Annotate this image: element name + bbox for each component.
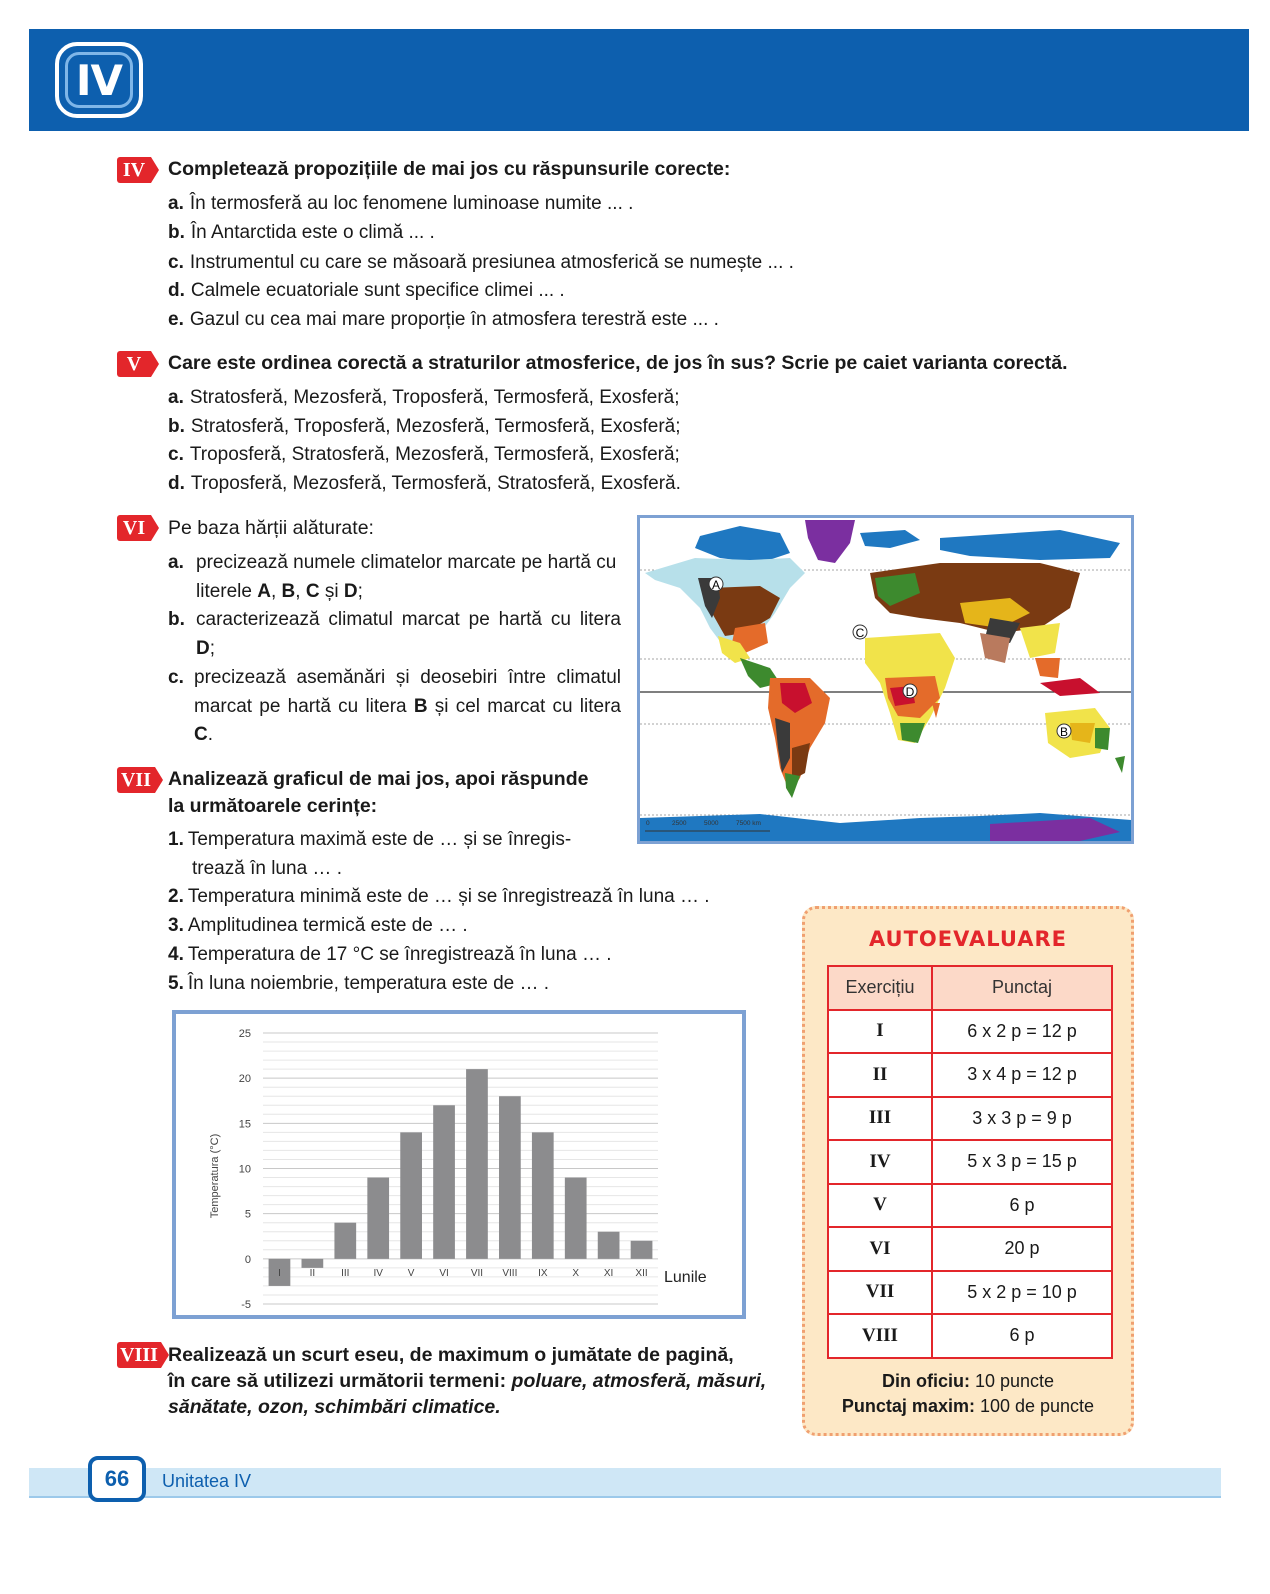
chart-x-tick-label: XII [635,1267,648,1279]
oficiu-label: Din oficiu: [881,1371,970,1391]
question-number-vi: VI [117,515,151,541]
chart-x-tick-label: IV [373,1267,383,1279]
question-vii-item-3 [168,915,468,937]
question-vii-item-2 [168,886,710,908]
item-text: Temperatura de 17 °C se înregistrează în luna … . [187,944,612,965]
chart-bar-XII [631,1241,653,1259]
chart-x-tick-label: V [407,1267,415,1279]
letter-a: A [257,580,271,602]
table-row [828,1053,1112,1097]
item-label: 5. [168,973,184,994]
col-score: Punctaj [932,966,1112,1010]
question-vii-title-line1: Analizează graficul de mai jos, apoi răspunde [168,768,589,790]
row-exercise: I [828,1010,932,1054]
map-marker-d: D [905,685,915,699]
punctuation: ; [209,637,216,659]
header-band [29,29,1249,131]
question-iv-item-a [168,193,633,215]
chart-x-tick-label: I [278,1267,281,1279]
chart-x-tick-label: IX [538,1267,548,1279]
item-text: Amplitudinea termică este de … . [187,915,468,936]
question-iv-item-b [168,222,435,244]
footer-rule [29,1496,1221,1498]
chart-x-tick-label: II [309,1267,316,1279]
map-scale-7500: 7500 km [736,820,761,827]
punctuation: ; [357,580,363,602]
footer-unit-label: Unitatea IV [162,1471,252,1491]
chart-bar-III [334,1223,356,1259]
chart-bar-IX [532,1132,554,1258]
item-text: În Antarctida este o climă ... . [190,222,435,243]
question-number-v: V [117,351,151,377]
score-table-header [828,966,1112,1010]
chart-y-tick-label: 10 [238,1163,251,1176]
separator: , [270,580,282,602]
letter-b: B [281,580,296,602]
question-viii-line3 [168,1396,501,1419]
item-text: Troposferă, Stratosferă, Mezosferă, Termosferă, Exosferă; [189,444,680,465]
question-vi-item-b [196,606,621,663]
chart-bar-II [302,1259,324,1268]
row-score: 3 x 3 p = 9 p [932,1097,1112,1141]
question-number-vii: VII [117,767,155,793]
question-v-item-b [168,416,681,438]
item-text: Troposferă, Mezosferă, Termosferă, Stratosferă, Exosferă. [190,473,681,494]
row-score: 20 p [932,1227,1112,1271]
letter-c: C [194,724,208,746]
table-row [828,1314,1112,1358]
question-vii-item-4 [168,944,612,966]
chart-bar-VI [433,1105,455,1259]
temperature-chart [176,1014,742,1315]
question-number-viii: VIII [117,1342,161,1368]
row-exercise: IV [828,1140,932,1184]
item-text: Temperatura minimă este de … și se înregistrează în luna … . [187,886,710,907]
row-score: 6 p [932,1314,1112,1358]
letter-c: C [305,580,320,602]
item-text: Temperatura maximă este de … și se înregis- [187,829,572,850]
chart-bar-X [565,1178,587,1259]
item-label: 4. [168,944,184,965]
question-v-title: Care este ordinea corectă a straturilor atmosferice, de jos în sus? Scrie pe caiet varianta corectă. [168,352,1068,374]
question-iv-item-d [168,280,565,302]
map-scale-5000: 5000 [704,820,719,827]
item-text: și cel marcat cu litera [427,695,621,717]
max-score-label: Punctaj maxim: [841,1396,975,1416]
col-exercise: Exercițiu [828,966,932,1010]
chart-x-tick-label: VII [470,1267,484,1279]
conjunction: și [319,580,344,602]
item-label: c. [168,252,184,273]
chart-bar-VIII [499,1096,521,1259]
row-score: 6 x 2 p = 12 p [932,1010,1112,1054]
item-label: c. [168,444,184,465]
question-vi-title: Pe baza hărții alăturate: [168,517,374,539]
chart-bar-VII [466,1069,488,1259]
item-label: d. [168,473,185,494]
item-label: b. [168,416,185,437]
question-vi-item-b-label: b. [168,609,185,630]
row-score: 5 x 3 p = 15 p [932,1140,1112,1184]
question-v-item-a [168,387,680,409]
row-exercise: V [828,1184,932,1228]
chart-x-tick-label: X [572,1267,580,1279]
row-exercise: VII [828,1271,932,1315]
letter-d: D [343,580,358,602]
oficiu-value: 10 puncte [969,1371,1055,1391]
item-text: precizează asemănări și deosebiri între climatul marcat pe hartă cu litera [194,667,621,717]
unit-badge [55,42,143,118]
letter-d: D [196,637,210,659]
table-row [828,1097,1112,1141]
table-row [828,1271,1112,1315]
chart-y-tick-label: 20 [238,1073,251,1086]
map-scale-0: 0 [646,820,650,827]
autoevaluare-box [802,906,1134,1436]
chart-y-tick-label: 5 [244,1208,251,1221]
question-viii-plain: în care să utilizezi următorii termeni: [168,1370,512,1392]
map-marker-a: A [711,578,721,592]
table-row [828,1010,1112,1054]
question-viii-line2 [168,1370,766,1393]
chart-bar-V [400,1132,422,1258]
chart-x-axis-label: Lunile [664,1269,707,1286]
chart-bar-XI [598,1232,620,1259]
row-exercise: II [828,1053,932,1097]
question-vii-item-5 [168,973,549,995]
max-score-value: 100 de puncte [974,1396,1095,1416]
table-row [828,1184,1112,1228]
item-label: 3. [168,915,184,936]
question-vii-title-line2: la următoarele cerințe: [168,795,378,817]
row-exercise: VI [828,1227,932,1271]
question-v-item-d [168,473,681,495]
item-text: Calmele ecuatoriale sunt specifice climei ... . [190,280,565,301]
item-text: În termosferă au loc fenomene luminoase numite ... . [189,193,634,214]
unit-badge-label: IV [75,55,123,105]
row-exercise: VIII [828,1314,932,1358]
oficiu-line [805,1371,1131,1392]
item-text: Stratosferă, Troposferă, Mezosferă, Termosferă, Exosferă; [190,416,681,437]
question-vii-item-1-cont: trează în luna … . [192,858,342,879]
climate-map [637,515,1134,844]
question-viii-line1: Realizează un scurt eseu, de maximum o jumătate de pagină, [168,1344,734,1366]
item-text: Stratosferă, Mezosferă, Troposferă, Termosferă, Exosferă; [189,387,680,408]
separator: , [295,580,306,602]
item-label: a. [168,193,184,214]
score-table [827,965,1113,1359]
map-marker-b: B [1059,725,1069,739]
table-row [828,1227,1112,1271]
map-scale-2500: 2500 [672,820,687,827]
letter-b: B [413,695,428,717]
page-number: 66 [88,1456,146,1502]
chart-x-tick-label: XI [603,1267,614,1279]
question-iv-title: Completează propozițiile de mai jos cu răspunsurile corecte: [168,158,731,180]
row-exercise: III [828,1097,932,1141]
chart-y-axis-label: Temperatura (°C) [209,1133,221,1219]
item-label: a. [168,387,184,408]
chart-x-tick-label: VIII [502,1267,518,1279]
temperature-chart-frame [172,1010,746,1319]
chart-y-tick-label: 15 [238,1118,251,1131]
question-vi-item-a-label: a. [168,552,184,573]
item-label: d. [168,280,185,301]
chart-y-tick-label: 0 [244,1253,251,1266]
table-row [828,1140,1112,1184]
item-text: Instrumentul cu care se măsoară presiunea atmosferică se numește ... . [189,252,794,273]
question-vi-item-c-label: c. [168,667,184,688]
chart-x-tick-label: VI [439,1267,449,1279]
item-label: 2. [168,886,184,907]
map-marker-c: C [855,626,865,640]
chart-y-tick-label: -5 [241,1299,251,1311]
question-iv-item-c [168,252,794,274]
question-vi-item-a [196,549,621,606]
autoevaluare-title: AUTOEVALUARE [868,927,1068,951]
item-label: 1. [168,829,184,850]
row-score: 6 p [932,1184,1112,1228]
chart-bar-IV [367,1178,389,1259]
chart-y-tick-label: 25 [238,1028,251,1040]
question-iv-item-e [168,309,719,331]
punctuation: . [207,724,214,746]
question-vii-item-1 [168,829,571,851]
item-text: precizează numele climatelor marcate pe hartă cu literele [196,552,617,602]
question-number-iv: IV [117,157,151,183]
question-viii-terms-cont: sănătate, ozon, schimbări climatice. [168,1396,501,1418]
item-text: caracterizează climatul marcat pe hartă cu litera [196,609,621,630]
max-score-line [805,1396,1131,1417]
question-viii-terms: poluare, atmosferă, măsuri, [511,1370,767,1392]
question-vi-item-c [194,664,621,750]
question-v-item-c [168,444,680,466]
chart-x-tick-label: III [341,1267,350,1279]
item-label: b. [168,222,185,243]
item-text: Gazul cu cea mai mare proporție în atmosfera terestră este ... . [189,309,719,330]
world-map-svg [640,518,1131,841]
item-label: e. [168,309,184,330]
row-score: 3 x 4 p = 12 p [932,1053,1112,1097]
row-score: 5 x 2 p = 10 p [932,1271,1112,1315]
item-text: În luna noiembrie, temperatura este de … . [187,973,550,994]
